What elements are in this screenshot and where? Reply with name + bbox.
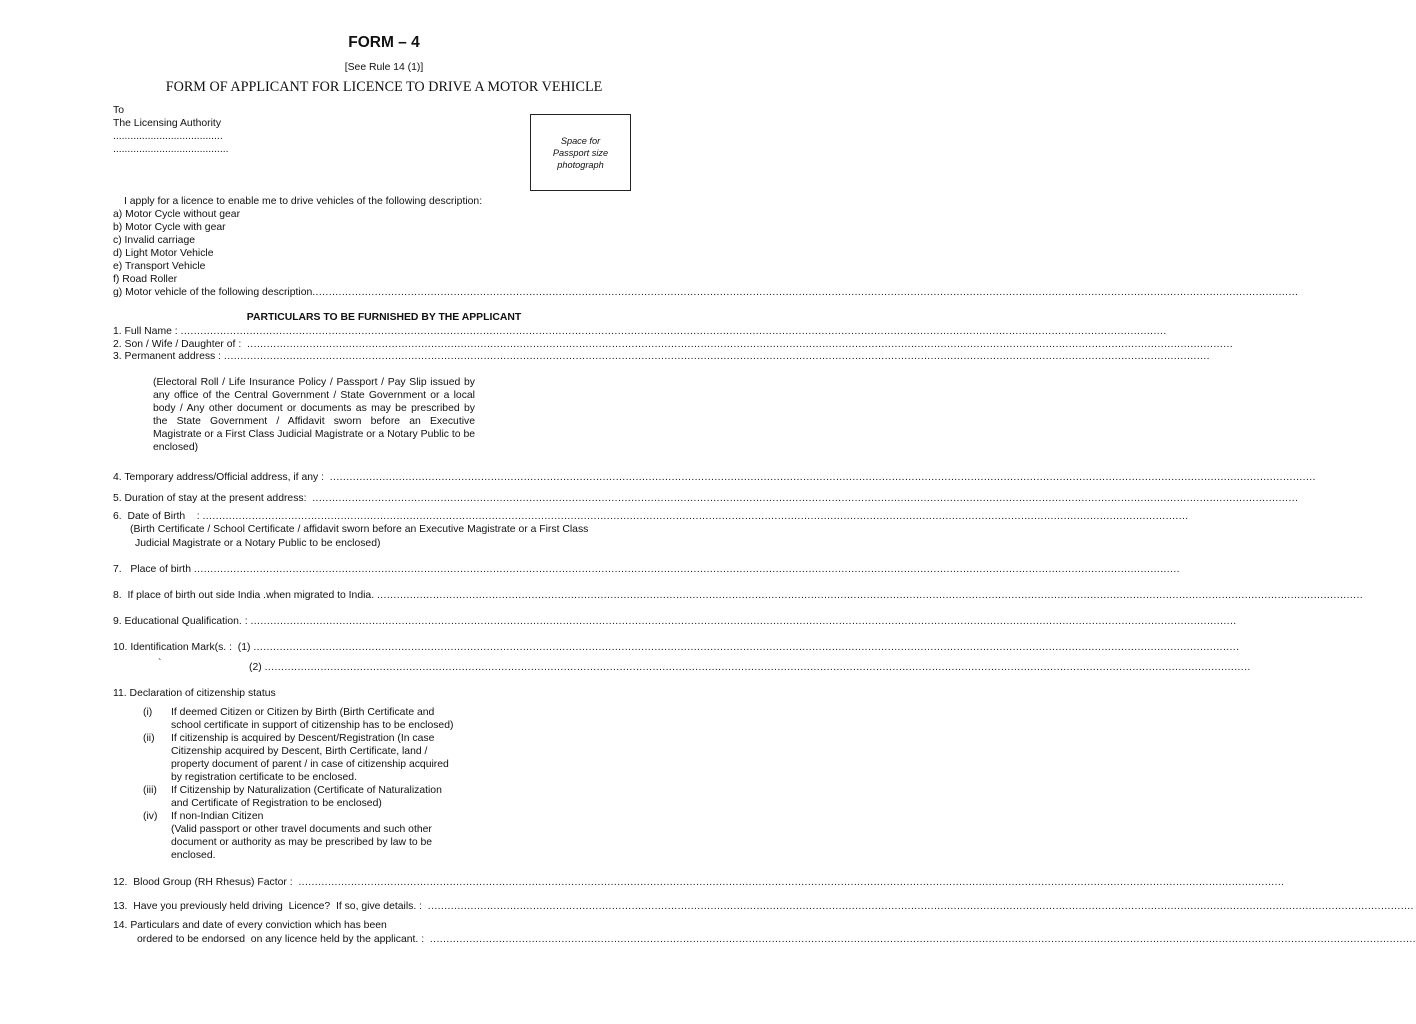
fill-dots: ............................................................................................................................................................................................................................................................................................................ xyxy=(312,287,1299,298)
citizenship-item-text: If Citizenship by Naturalization (Certificate of Naturalization and Certificate of Registration to be enclosed) xyxy=(171,785,442,809)
fill-dots: ............................................................................................................................................................................................................................................................................................................ xyxy=(329,472,1316,483)
previous-licence-line xyxy=(113,900,1414,913)
citizenship-item-text: If citizenship is acquired by Descent/Registration (In case Citizenship acquired by Descent, Birth Certificate, land / property document of parent / in case of citizenship acquired by registration certificate to be enclosed. xyxy=(171,733,449,783)
fill-dots: ............................................................................................................................................................................................................................................................................................................ xyxy=(180,326,1167,337)
permanent-address-label: 3. Permanent address : xyxy=(113,351,224,362)
citizenship-item-text: If non-Indian Citizen (Valid passport or other travel documents and such other document or authority as may be prescribed by law to be enclosed. xyxy=(171,811,433,861)
citizenship-item-text: If deemed Citizen or Citizen by Birth (Birth Certificate and school certificate in support of citizenship has to be enclosed) xyxy=(171,707,454,731)
vehicle-class-item: f) Road Roller xyxy=(113,274,178,285)
form-number: FORM – 4 xyxy=(348,34,420,51)
vehicle-class-item: e) Transport Vehicle xyxy=(113,261,206,272)
fill-dots: ............................................................................................................................................................................................................................................................................................................ xyxy=(429,934,1416,945)
vehicle-class-item: c) Invalid carriage xyxy=(113,235,196,246)
fill-dots: ............................................................................................................................................................................................................................................................................................................ xyxy=(427,901,1414,912)
previous-licence-label: 13. Have you previously held driving Licence? If so, give details. : xyxy=(113,901,428,912)
identification-mark-2-line xyxy=(249,661,1251,674)
duration-of-stay-line xyxy=(113,492,1299,505)
fill-dots: ............................................................................................................................................................................................................................................................................................................ xyxy=(264,662,1251,673)
vehicle-class-item: a) Motor Cycle without gear xyxy=(113,209,241,220)
citizenship-item-number: (i) xyxy=(143,707,153,718)
fill-dots: ............................................................................................................................................................................................................................................................................................................ xyxy=(298,877,1285,888)
application-intro: I apply for a licence to enable me to drive vehicles of the following description: xyxy=(124,196,483,207)
fill-dots: ............................................................................................................................................................................................................................................................................................................ xyxy=(247,339,1234,350)
conviction-line xyxy=(137,933,1416,946)
identification-mark-1-line xyxy=(113,641,1240,654)
vehicle-class-item: d) Light Motor Vehicle xyxy=(113,248,214,259)
temporary-address-label: 4. Temporary address/Official address, if any : xyxy=(113,472,330,483)
dob-proof-note: (Birth Certificate / School Certificate / affidavit sworn before an Executive Magistrate or a First Class xyxy=(130,524,589,535)
form-title: FORM OF APPLICANT FOR LICENCE TO DRIVE A MOTOR VEHICLE xyxy=(165,79,603,95)
rule-reference: [See Rule 14 (1)] xyxy=(344,62,424,73)
fill-dots: ............................................................................................................................................................................................................................................................................................................ xyxy=(223,351,1210,362)
fill-dots: ............................................................................................................................................................................................................................................................................................................ xyxy=(253,642,1240,653)
citizenship-item-number: (iv) xyxy=(143,811,158,822)
conviction-label-continued: ordered to be endorsed on any licence held by the applicant. : xyxy=(137,934,430,945)
blood-group-label: 12. Blood Group (RH Rhesus) Factor : xyxy=(113,877,299,888)
fill-dots: ............................................................................................................................................................................................................................................................................................................ xyxy=(312,493,1299,504)
vehicle-class-other-line xyxy=(113,286,1299,299)
date-of-birth-line xyxy=(113,510,1189,523)
photo-box-label: Space for Passport size photograph xyxy=(552,135,609,170)
identification-mark-label: 10. Identification Mark(s. : (1) xyxy=(113,642,254,653)
migration-label: 8. If place of birth out side India .when migrated to India. xyxy=(113,590,377,601)
place-of-birth-line xyxy=(113,563,1180,576)
vehicle-class-item: g) Motor vehicle of the following description xyxy=(113,287,313,298)
education-label: 9. Educational Qualification. : xyxy=(113,616,251,627)
date-of-birth-label: 6. Date of Birth : xyxy=(113,511,203,522)
full-name-line xyxy=(113,325,1167,338)
migration-line xyxy=(113,589,1364,602)
address-to: To xyxy=(113,105,124,116)
temporary-address-line xyxy=(113,471,1316,484)
fill-dots: ............................................................................................................................................................................................................................................................................................................ xyxy=(202,511,1189,522)
blood-group-line xyxy=(113,876,1285,889)
vehicle-class-item: b) Motor Cycle with gear xyxy=(113,222,226,233)
citizenship-heading: 11. Declaration of citizenship status xyxy=(113,688,276,699)
identification-mark-2-label: (2) xyxy=(249,662,265,673)
address-authority: The Licensing Authority xyxy=(113,118,222,129)
fill-dots: ............................................................................................................................................................................................................................................................................................................ xyxy=(250,616,1237,627)
dob-proof-note-continued: Judicial Magistrate or a Notary Public to be enclosed) xyxy=(135,538,381,549)
address-blank-line-1: ...................................... xyxy=(113,131,223,142)
particulars-heading: PARTICULARS TO BE FURNISHED BY THE APPLICANT xyxy=(246,312,522,323)
education-line xyxy=(113,615,1237,628)
passport-photo-box xyxy=(530,114,631,191)
place-of-birth-label: 7. Place of birth xyxy=(113,564,194,575)
duration-of-stay-label: 5. Duration of stay at the present address: xyxy=(113,493,313,504)
permanent-address-line xyxy=(113,350,1210,363)
fill-dots: ............................................................................................................................................................................................................................................................................................................ xyxy=(193,564,1180,575)
citizenship-item-number: (ii) xyxy=(143,733,155,744)
address-blank-line-2: ........................................ xyxy=(113,144,229,155)
fill-dots: ............................................................................................................................................................................................................................................................................................................ xyxy=(376,590,1364,601)
address-proof-note: (Electoral Roll / Life Insurance Policy / Passport / Pay Slip issued by any office of the Central Government / State Government or a local body / Any other document or documents as may be prescribed by the State Government / Affidavit sworn before an Executive Magistrate or a First Class Judicial Magistrate or a Notary Public to be enclosed) xyxy=(153,377,475,453)
conviction-label: 14. Particulars and date of every conviction which has been xyxy=(113,920,387,931)
stray-mark: ` xyxy=(158,658,162,669)
citizenship-item-number: (iii) xyxy=(143,785,157,796)
full-name-label: 1. Full Name : xyxy=(113,326,181,337)
parent-name-label: 2. Son / Wife / Daughter of : xyxy=(113,339,247,350)
